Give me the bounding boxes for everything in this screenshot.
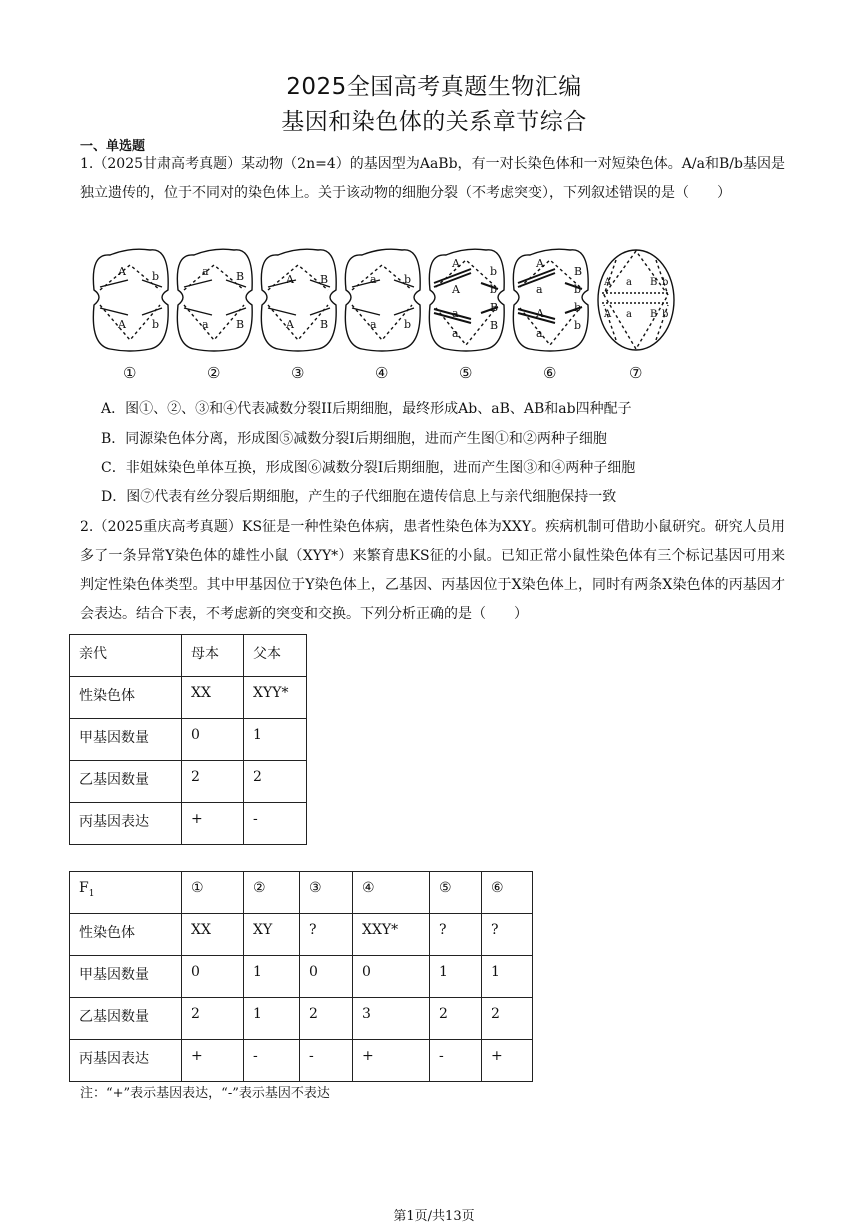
table-cell: 0 <box>182 956 244 998</box>
svg-text:a: a <box>452 307 459 320</box>
page-footer: 第1页/共13页 <box>393 1209 475 1224</box>
svg-text:A: A <box>286 273 294 286</box>
offspring-table <box>69 871 533 1082</box>
svg-text:a: a <box>536 283 543 296</box>
svg-text:B: B <box>574 265 583 278</box>
table-cell: 1 <box>244 998 300 1040</box>
table-cell: - <box>244 803 307 845</box>
table-cell: 2 <box>244 761 307 803</box>
svg-text:A: A <box>604 277 612 288</box>
table-cell: 丙基因表达 <box>70 1040 182 1082</box>
table-cell: 3 <box>353 998 430 1040</box>
svg-text:A: A <box>536 257 544 270</box>
figure-label-4: ④ <box>375 364 389 382</box>
table-cell: 2 <box>300 998 353 1040</box>
table-cell: ? <box>430 914 482 956</box>
svg-text:B: B <box>236 318 245 331</box>
table-cell: 2 <box>430 998 482 1040</box>
table-cell: 性染色体 <box>70 677 182 719</box>
table-cell: 亲代 <box>70 635 182 677</box>
table-cell: 性染色体 <box>70 914 182 956</box>
table-cell: 0 <box>353 956 430 998</box>
svg-text:b: b <box>574 283 582 296</box>
table-cell: 甲基因数量 <box>70 956 182 998</box>
table-cell: 父本 <box>244 635 307 677</box>
svg-text:A: A <box>452 257 460 270</box>
figure-label-7: ⑦ <box>629 364 643 382</box>
svg-text:B: B <box>236 270 245 283</box>
svg-text:a: a <box>452 327 459 340</box>
table-cell: + <box>182 1040 244 1082</box>
table-cell: ① <box>182 872 244 914</box>
svg-text:b: b <box>152 270 160 283</box>
table-cell: XYY* <box>244 677 307 719</box>
table-cell: XX <box>182 914 244 956</box>
table-cell: 1 <box>482 956 533 998</box>
cell-division-diagram <box>90 245 690 385</box>
cell-3 <box>261 249 336 351</box>
svg-text:A: A <box>286 318 294 331</box>
svg-text:a: a <box>202 265 209 278</box>
table-cell: 0 <box>300 956 353 998</box>
table-cell: ? <box>482 914 533 956</box>
svg-text:A: A <box>536 307 544 320</box>
table-cell: XXY* <box>353 914 430 956</box>
svg-text:B: B <box>490 301 499 314</box>
cell-5 <box>429 249 504 351</box>
cell-2 <box>177 249 252 351</box>
table-cell: ③ <box>300 872 353 914</box>
svg-text:b: b <box>574 319 582 332</box>
table-cell: + <box>482 1040 533 1082</box>
svg-text:a: a <box>626 309 632 320</box>
svg-text:a: a <box>202 318 209 331</box>
table-cell: 2 <box>482 998 533 1040</box>
q1-option-b: B．同源染色体分离，形成图⑤减数分裂I后期细胞，进而产生图①和②两种子细胞 <box>101 431 607 447</box>
section-heading: 一、单选题 <box>80 139 146 154</box>
table-cell: 1 <box>430 956 482 998</box>
table-note: 注：“+”表示基因表达，“-”表示基因不表达 <box>80 1086 330 1101</box>
table-cell: ⑤ <box>430 872 482 914</box>
page-title: 2025全国高考真题生物汇编 <box>286 74 582 100</box>
figure-label-2: ② <box>207 364 221 382</box>
table-cell: 乙基因数量 <box>70 998 182 1040</box>
table-cell: 母本 <box>182 635 244 677</box>
table-cell: 2 <box>182 761 244 803</box>
table-cell: ? <box>300 914 353 956</box>
table-cell: XX <box>182 677 244 719</box>
table-cell: - <box>244 1040 300 1082</box>
svg-text:B: B <box>650 309 658 320</box>
svg-text:b: b <box>662 277 669 288</box>
svg-text:B: B <box>490 319 499 332</box>
q1-option-a: A．图①、②、③和④代表减数分裂II后期细胞，最终形成Ab、aB、AB和ab四种配子 <box>101 401 632 417</box>
cell-4 <box>345 249 420 351</box>
table-cell: - <box>430 1040 482 1082</box>
svg-text:A: A <box>452 283 460 296</box>
cell-1 <box>93 249 168 351</box>
table-cell: 甲基因数量 <box>70 719 182 761</box>
svg-text:A: A <box>118 265 126 278</box>
svg-text:b: b <box>574 301 582 314</box>
table-cell: ⑥ <box>482 872 533 914</box>
table-cell: 1 <box>244 719 307 761</box>
table-cell: + <box>353 1040 430 1082</box>
page-subtitle: 基因和染色体的关系章节综合 <box>281 109 587 135</box>
svg-text:B: B <box>320 318 329 331</box>
figure-label-3: ③ <box>291 364 305 382</box>
svg-text:B: B <box>320 273 329 286</box>
table-cell: 1 <box>244 956 300 998</box>
svg-text:a: a <box>626 277 632 288</box>
table-cell: ④ <box>353 872 430 914</box>
q1-option-c: C．非姐妹染色单体互换，形成图⑥减数分裂I后期细胞，进而产生图③和④两种子细胞 <box>101 460 636 476</box>
table-cell: XY <box>244 914 300 956</box>
table-cell: 丙基因表达 <box>70 803 182 845</box>
table-cell: 0 <box>182 719 244 761</box>
table-header-f1: $F_1$ <box>70 872 182 914</box>
q1-option-d: D．图⑦代表有丝分裂后期细胞，产生的子代细胞在遗传信息上与亲代细胞保持一致 <box>101 489 617 505</box>
question-1-stem: 1.（2025甘肃高考真题）某动物（2n=4）的基因型为AaBb，有一对长染色体和一对短染色体。A/a和B/b基因是独立遗传的，位于不同对的染色体上。关于该动物的细胞分裂（不考虑突变），下列叙述错误的是（ ） <box>80 156 785 201</box>
question-2-stem: 2.（2025重庆高考真题）KS征是一种性染色体病，患者性染色体为XXY。疾病机制可借助小鼠研究。研究人员用多了一条异常Y染色体的雄性小鼠（XYY*）来繁育患KS征的小鼠。已知正常小鼠性染色体有三个标记基因可用来判定性染色体类型。其中甲基因位于Y染色体上，乙基因、丙基因位于X染色体上，同时有两条X染色体的丙基因才会表达。结合下表，不考虑新的突变和交换。下列分析正确的是（ ） <box>80 519 785 622</box>
table-cell: 2 <box>182 998 244 1040</box>
table-cell: 乙基因数量 <box>70 761 182 803</box>
table-cell: + <box>182 803 244 845</box>
svg-text:a: a <box>370 273 377 286</box>
svg-text:b: b <box>404 318 412 331</box>
figure-label-5: ⑤ <box>459 364 473 382</box>
svg-text:A: A <box>604 309 612 320</box>
parent-table <box>69 634 307 845</box>
cell-7 <box>598 250 674 350</box>
svg-text:b: b <box>404 273 412 286</box>
figure-label-1: ① <box>123 364 137 382</box>
svg-text:B: B <box>650 277 658 288</box>
svg-text:a: a <box>536 327 543 340</box>
figure-label-6: ⑥ <box>543 364 557 382</box>
table-cell: ② <box>244 872 300 914</box>
table-cell: - <box>300 1040 353 1082</box>
svg-text:A: A <box>118 318 126 331</box>
svg-text:a: a <box>370 318 377 331</box>
svg-text:b: b <box>490 283 498 296</box>
svg-text:b: b <box>662 309 669 320</box>
svg-text:b: b <box>152 318 160 331</box>
svg-text:b: b <box>490 265 498 278</box>
cell-6 <box>513 249 588 351</box>
